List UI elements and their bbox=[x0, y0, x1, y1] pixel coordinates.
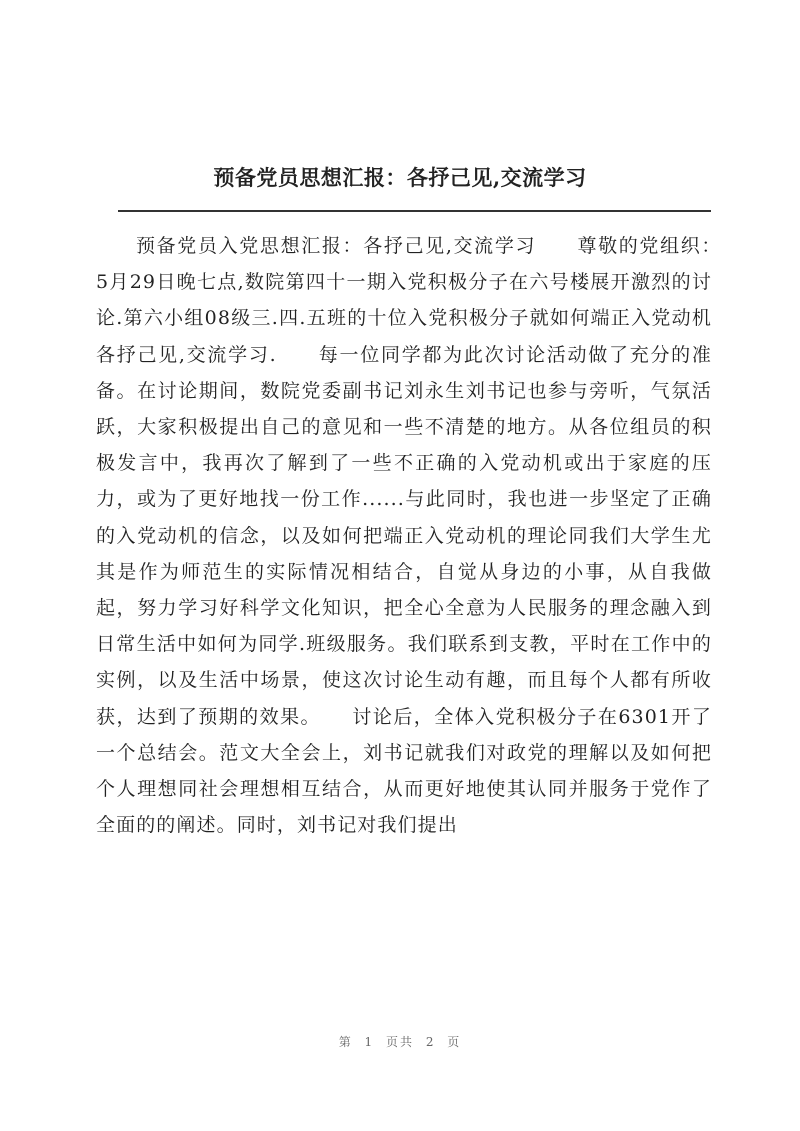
page-footer: 第 1 页共 2 页 bbox=[338, 1035, 462, 1049]
body-paragraph: 预备党员入党思想汇报：各抒己见,交流学习 尊敬的党组织： 5月29日晚七点,数院第四十一期入党积极分子在六号楼展开激烈的讨论.第六小组08级三.四.五班的十位入党积极分子就如何端正入党动机各抒己见,交流学习. 每一位同学都为此次讨论活动做了充分的准备。在讨论期间，数院党委副书记刘永生刘书记也参与旁听，气氛活跃，大家积极提出自己的意见和一些不清楚的地方。从各位组员的积极发言中，我再次了解到了一些不正确的入党动机或出于家庭的压力，或为了更好地找一份工作......与此同时，我也进一步坚定了正确的入党动机的信念，以及如何把端正入党动机的理论同我们大学生尤其是作为师范生的实际情况相结合，自觉从身边的小事，从自我做起，努力学习好科学文化知识，把全心全意为人民服务的理念融入到日常生活中如何为同学.班级服务。我们联系到支教，平时在工作中的实例，以及生活中场景，使这次讨论生动有趣，而且每个人都有所收获，达到了预期的效果。 讨论后，全体入党积极分子在6301开了一个总结会。范文大全会上，刘书记就我们对政党的理解以及如何把个人理想同社会理想相互结合，从而更好地使其认同并服务于党作了全面的的阐述。同时，刘书记对我们提出 bbox=[96, 235, 753, 837]
title-divider bbox=[118, 210, 711, 212]
page-title: 预备党员思想汇报：各抒己见,交流学习 bbox=[213, 165, 587, 190]
